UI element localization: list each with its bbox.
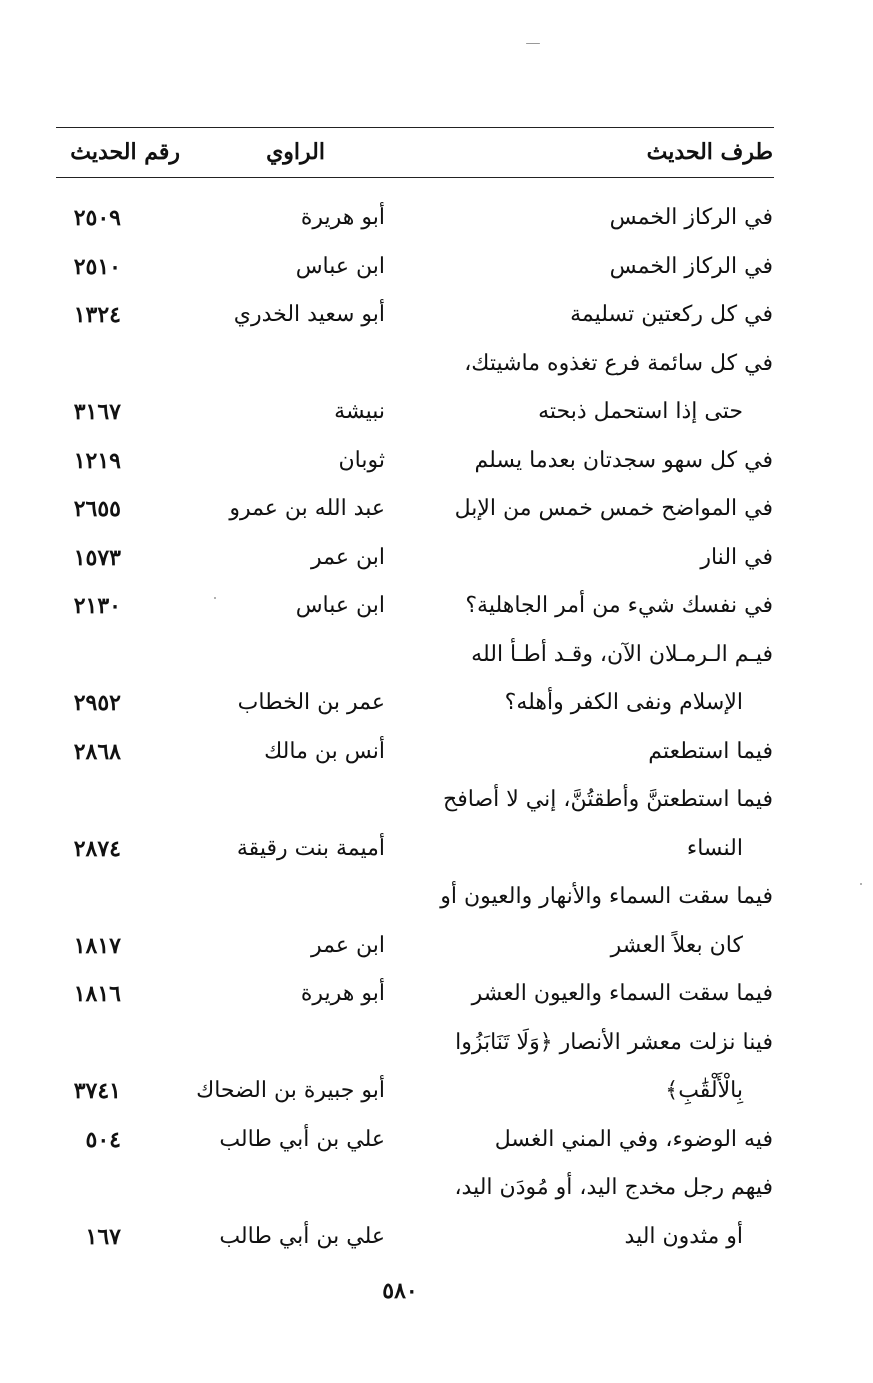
hadith-text: فيما سقت السماء والأنهار والعيون أو bbox=[440, 884, 773, 909]
hadith-number: ٣٧٤١ bbox=[73, 1078, 121, 1104]
hadith-number: ٥٠٤ bbox=[85, 1126, 121, 1153]
hadith-text: فينا نزلت معشر الأنصار ﴿وَلَا تَنَابَزُوا bbox=[455, 1029, 773, 1055]
narrator-name: أبو جبيرة بن الضحاك bbox=[196, 1078, 385, 1103]
hadith-text: كان بعلاً العشر bbox=[610, 932, 743, 958]
hadith-text: الإسلام ونفى الكفر وأهله؟ bbox=[504, 690, 743, 715]
hadith-text: فيـم الـرمـلان الآن، وقـد أطـأ الله bbox=[471, 641, 773, 667]
table-row bbox=[0, 487, 873, 536]
hadith-text: فيه الوضوء، وفي المني الغسل bbox=[494, 1126, 773, 1152]
hadith-text: فيما سقت السماء والعيون العشر bbox=[471, 981, 773, 1006]
hadith-text: في الركاز الخمس bbox=[609, 253, 773, 279]
narrator-name: نبيشة bbox=[334, 399, 385, 424]
hadith-number: ١٥٧٣ bbox=[73, 544, 121, 571]
table-row bbox=[0, 1166, 873, 1215]
narrator-name: أميمة بنت رقيقة bbox=[236, 835, 385, 861]
table-row bbox=[0, 1021, 873, 1070]
hadith-number: ٢٨٦٨ bbox=[73, 738, 121, 765]
narrator-name: أبو هريرة bbox=[300, 205, 385, 230]
hadith-number: ٣١٦٧ bbox=[73, 399, 121, 425]
hadith-index-table bbox=[0, 196, 873, 1263]
narrator-name: ثوبان bbox=[338, 447, 385, 473]
hadith-text: في كل سائمة فرع تغذوه ماشيتك، bbox=[464, 350, 773, 376]
table-row bbox=[0, 730, 873, 779]
table-row bbox=[0, 293, 873, 342]
table-row bbox=[0, 778, 873, 827]
table-row bbox=[0, 633, 873, 682]
narrator-name: ابن عمر bbox=[311, 932, 385, 958]
hadith-number: ١٦٧ bbox=[85, 1223, 121, 1250]
hadith-number: ١٣٢٤ bbox=[73, 302, 121, 328]
narrator-name: ابن عباس bbox=[295, 593, 385, 618]
hadith-text: في النار bbox=[700, 544, 773, 570]
hadith-number: ٢٥٠٩ bbox=[73, 205, 121, 231]
hadith-text: في كل ركعتين تسليمة bbox=[570, 302, 773, 327]
hadith-number: ٢٥١٠ bbox=[73, 253, 121, 280]
hadith-text: في المواضح خمس خمس من الإبل bbox=[454, 496, 773, 521]
page-number: ٥٨٠ bbox=[382, 1278, 418, 1304]
scan-speck bbox=[526, 43, 540, 44]
table-row bbox=[0, 390, 873, 439]
table-row bbox=[0, 827, 873, 876]
table-row bbox=[0, 1118, 873, 1167]
hadith-number: ٢٦٥٥ bbox=[73, 496, 121, 522]
narrator-name: أبو سعيد الخدري bbox=[233, 302, 385, 327]
table-row bbox=[0, 681, 873, 730]
narrator-name: أبو هريرة bbox=[300, 981, 385, 1006]
hadith-text: في الركاز الخمس bbox=[609, 205, 773, 230]
hadith-text: فيهم رجل مخدج اليد، أو مُودَن اليد، bbox=[454, 1175, 773, 1200]
table-header-rule bbox=[56, 177, 774, 178]
hadith-number: ١٢١٩ bbox=[73, 447, 121, 474]
hadith-number: ٢٩٥٢ bbox=[73, 690, 121, 716]
hadith-text: النساء bbox=[686, 835, 743, 861]
table-row bbox=[0, 972, 873, 1021]
hadith-text: حتى إذا استحمل ذبحته bbox=[538, 399, 743, 424]
table-top-rule bbox=[56, 127, 774, 128]
table-row bbox=[0, 1215, 873, 1264]
hadith-text: فيما استطعتنَّ وأطقتُنَّ، إني لا أصافح bbox=[443, 787, 773, 812]
column-header-hadith: طرف الحديث bbox=[646, 139, 773, 165]
narrator-name: ابن عمر bbox=[311, 544, 385, 570]
hadith-number: ٢١٣٠ bbox=[73, 593, 121, 619]
table-row bbox=[0, 924, 873, 973]
table-row bbox=[0, 1069, 873, 1118]
hadith-text: أو مثدون اليد bbox=[624, 1223, 743, 1249]
hadith-number: ١٨١٦ bbox=[73, 981, 121, 1007]
hadith-text: في نفسك شيء من أمر الجاهلية؟ bbox=[465, 593, 773, 618]
hadith-text: فيما استطعتم bbox=[648, 738, 773, 764]
column-header-narrator: الراوي bbox=[266, 139, 325, 165]
hadith-number: ٢٨٧٤ bbox=[73, 835, 121, 862]
table-row bbox=[0, 342, 873, 391]
table-row bbox=[0, 875, 873, 924]
table-row bbox=[0, 439, 873, 488]
table-row bbox=[0, 584, 873, 633]
table-row bbox=[0, 245, 873, 294]
table-row bbox=[0, 196, 873, 245]
narrator-name: عمر بن الخطاب bbox=[237, 690, 385, 715]
narrator-name: علي بن أبي طالب bbox=[219, 1223, 385, 1249]
hadith-text: بِالْأَلْقَٰبِ﴾ bbox=[665, 1078, 743, 1103]
table-row bbox=[0, 536, 873, 585]
narrator-name: أنس بن مالك bbox=[264, 738, 385, 764]
narrator-name: علي بن أبي طالب bbox=[219, 1126, 385, 1152]
narrator-name: عبد الله بن عمرو bbox=[229, 496, 385, 521]
column-header-number: رقم الحديث bbox=[70, 139, 180, 165]
hadith-number: ١٨١٧ bbox=[73, 932, 121, 959]
hadith-text: في كل سهو سجدتان بعدما يسلم bbox=[474, 447, 773, 473]
narrator-name: ابن عباس bbox=[295, 253, 385, 279]
